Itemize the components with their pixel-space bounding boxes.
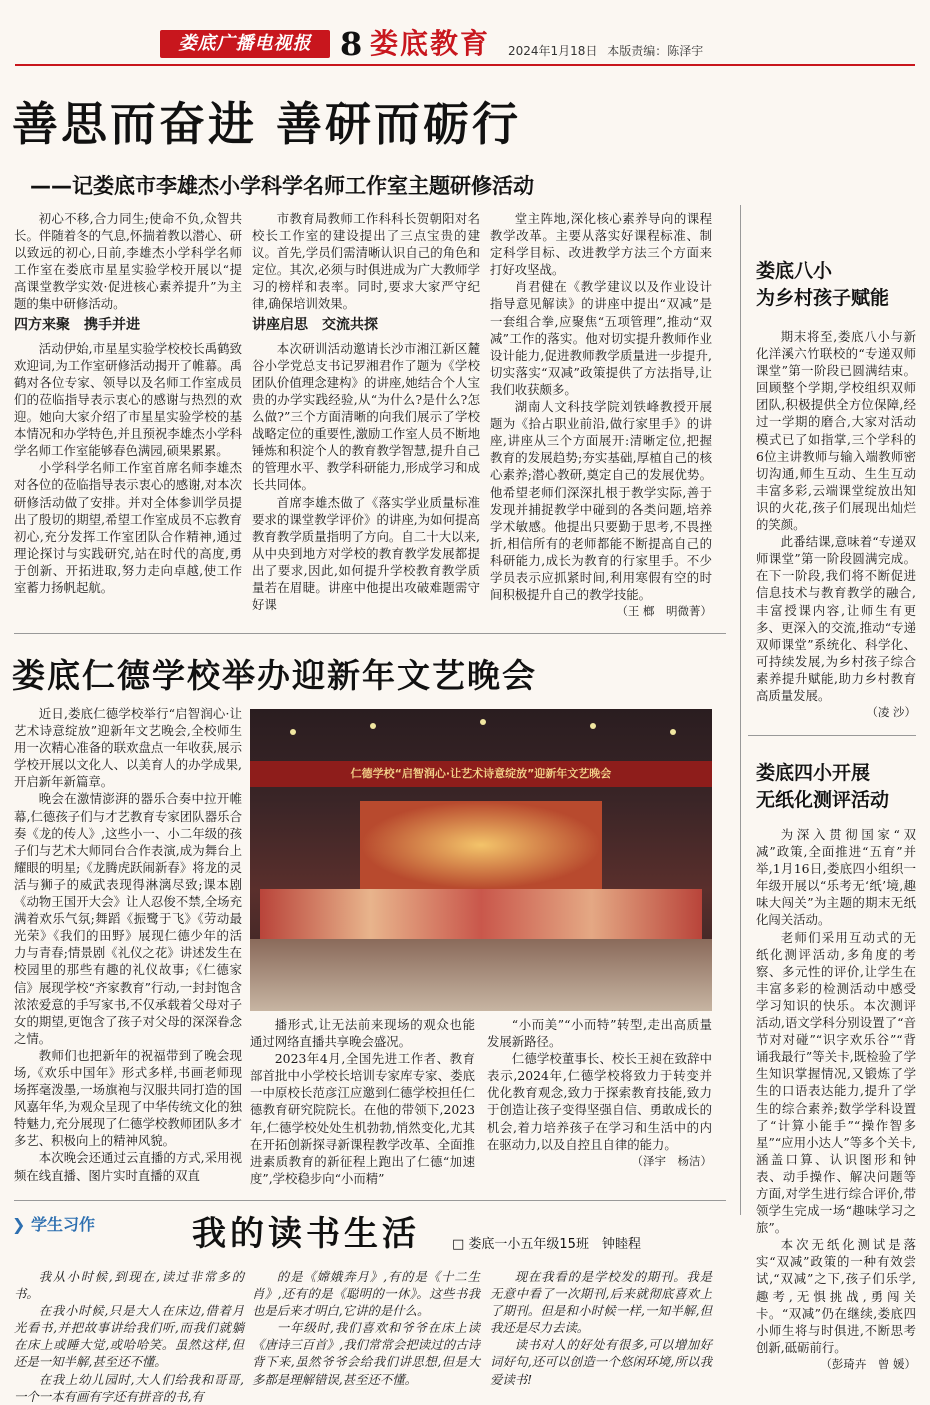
newspaper-logo: 娄底广播电视报 [160,30,330,58]
paragraph: 为深入贯彻国家“双减”政策,全面推进“五育”并举,1月16日,娄底四小组织一年级开展以“乐考无‘纸’境,趣味大闯关”为主题的期末无纸化闯关活动。 [756,827,916,928]
gala-stage-photo [250,709,712,1011]
section-title: 娄底教育 [370,27,491,60]
paragraph: 本次研训活动邀请长沙市湘江新区麓谷小学党总支书记罗湘君作了题为《学校团队价值理念建构》的讲座,她结合个人宝贵的办学实践经验,从“为什么?是什么?怎么做?”三个方面清晰的向我们展示了学校战略定位的重要性,激励工作室人员不断地锤炼和积淀个人的教育教学智慧,提升自己的管理水平、教学科研能力,形成学习和成长共同体。 [252,340,480,493]
paragraph: 2023年4月,全国先进工作者、教育部首批中小学校长培训专家库专家、娄底一中原校长范彦江应邀到仁德学校担任仁德教育研究院院长。在他的带领下,2023年,仁德学校处处生机勃勃,悄然变化,尤其在开拓创新探寻新课程教学改革、全面推进素质教育的新征程上跑出了仁德“加速度”,学校稳步向“小而精” [250,1051,475,1186]
paragraph: 本次晚会还通过云直播的方式,采用视频在线直播、图片实时直播的双直 [14,1150,242,1183]
sidebar-separator [748,735,916,736]
paragraph: 在我上幼儿园时,大人们给我和哥哥,一个一本有画有字还有拼音的书,有 [14,1371,244,1404]
article3-column-3 [490,1268,712,1388]
page-number: 8 [340,25,363,63]
paragraph: 首席李雄杰做了《落实学业质量标准要求的课堂教学评价》的讲座,为如何提高教育教学质量指明了方向。自二十大以来,从中央到地方对学校的教育教学发展都提出了要求,因此,如何提升学校教育教学质量若在眉睫。讲座中他提出攻破难题需守好课 [252,494,480,613]
article2-column-1 [14,705,242,1184]
sidebar2-headline [756,760,889,814]
article3-byline: □ 娄底一小五年级15班 钟睦程 [452,1237,641,1252]
photo-stage-floor [250,939,712,1011]
photo-stage-screen [360,801,602,889]
headline-line: 娄底八小 [756,260,833,282]
column-label [12,1212,95,1235]
stage-light [590,723,596,729]
paragraph: 此番结课,意味着“专递双师课堂”第一阶段圆满完成。在下一阶段,我们将不断促进信息技术与教育教学的融合,丰富授课内容,让师生有更多、更深入的交流,推动“专递双师课堂”系统化、科学化、可持续发展,为乡村孩子综合素养提升赋能,助力乡村教育高质量发展。 [756,534,916,703]
photo-performers [260,889,702,939]
paragraph: 初心不移,合力同生;使命不负,众智共长。伴随着冬的气息,怀揣着教以潜心、研以致远的初心,日前,李雄杰小学科学名师工作室在娄底市星星实验学校开展以“提高课堂教学实效·促进核心素养提升”为主题的集中研修活动。 [14,211,242,312]
sidebar2-byline: （彭琦卉 曾 媛） [820,1356,916,1371]
article3-column-1 [14,1268,244,1405]
paragraph: 近日,娄底仁德学校举行“启智润心·让艺术诗意绽放”迎新年文艺晚会,全校师生用一次精心准备的联欢盘点一年收获,展示学校开展以文化人、以美育人的办学成果,开启新年新篇章。 [14,706,242,790]
headline-line: 娄底四小开展 [756,762,871,784]
article2-column-3 [487,1016,712,1170]
paragraph: 堂主阵地,深化核心素养导向的课程教学改革。主要从落实好课程标准、制定科学目标、改进教学方法三个方面来打好攻坚战。 [490,211,712,278]
masthead-rule [15,64,915,66]
paragraph: 肖君健在《教学建议以及作业设计指导意见解读》的讲座中提出“双减”是一套组合拳,应聚焦“五项管理”,推动“双减”工作的落实。他对切实提升教师作业设计能力,促进教师教学质量进一步提升,切实落实“双减”政策提供了方法指导,让我们收获颇多。 [490,279,712,397]
chevron-right-icon: ❯ [12,1215,26,1234]
article-separator [14,1200,726,1201]
page-editor: 本版责编：陈泽宇 [607,44,704,58]
sidebar1-byline: （凌 沙） [866,705,916,720]
paragraph: 小学科学名师工作室首席名师李雄杰对各位的莅临指导表示衷心的感谢,对本次研修活动做了安排。并对全体参训学员提出了殷切的期望,希望工作室成员不忘教育初心,充分发挥工作室团队合作精神,通过理论探讨与实践研究,站在时代的高度,勇于创新、开拓进取,努力走向卓越,使工作室蓄力扬帆起航。 [14,460,242,595]
stage-light [670,729,676,735]
sidebar-divider [740,205,741,1215]
section-subhead: 四方来聚 携手并进 [14,316,140,333]
article-separator [14,633,726,634]
paragraph: 晚会在激情澎湃的器乐合奏中拉开帷幕,仁德孩子们与才艺教育专家团队器乐合奏《龙的传人》,这些小一、小二年级的孩子们与艺术大师同台合作表演,成为舞台上耀眼的明星;《龙腾虎跃闹新春》将龙的灵活与狮子的威武表现得淋漓尽致;课本剧《动物王国开大会》让人忍俊不禁,全场充满着欢乐气氛;舞蹈《振鹭于飞》《劳动最光荣》《我们的田野》展现仁德少年的活力与青春;情景剧《礼仪之花》讲述发生在校园里的那些有趣的礼仪故事;《仁德家信》展现学校“齐家教育”行动,一封封饱含浓浓爱意的手写家书,不仅承载着父母对子女的期望,更饱含了孩子对父母的深深眷念之情。 [14,791,242,1046]
section-subhead: 讲座启思 交流共探 [252,316,378,333]
article2-byline: （泽宇 杨洁） [631,1153,712,1168]
sidebar1-body [756,328,916,721]
stage-light [480,719,486,725]
article2-headline: 娄底仁德学校举办迎新年文艺晚会 [12,656,537,695]
paragraph: 老师们采用互动式的无纸化测评活动,多角度的考察、多元性的评价,让学生在丰富多彩的检测活动中感受学习知识的快乐。本次测评活动,语文学科分别设置了“音节对对碰”“识字欢乐谷”“背诵我最行”等关卡,既检验了学生知识掌握情况,又锻炼了学生的口语表达能力,提升了学生的综合素养;数学学科设置了“计算小能手”“操作智多星”“应用小达人”等多个关卡,涵盖口算、认识图形和钟表、动手操作、解决问题等方面,对学生进行综合评价,带领学生完成一场“趣味学习之旅”。 [756,929,916,1236]
article1-headline: 善思而奋进 善研而砺行 [12,97,522,151]
sidebar1-headline [756,258,889,312]
paragraph: 播形式,让无法前来现场的观众也能通过网络直播共享晚会盛况。 [250,1017,475,1050]
paragraph: 湖南人文科技学院刘铁峰教授开展题为《拾占职业前沿,做行家里手》的讲座,讲座从三个方面展开:清晰定位,把握教育的发展趋势;夯实基础,厚植自己的核心素养;潜心教研,奠定自己的发展优势。他希望老师们深深扎根于教学实际,善于发现并捕捉教学中碰到的各类问题,培养学术敏感。他提出只要勤于思考,不畏挫折,相信所有的老师都能不断提高自己的科研能力,成长为教育的行家里手。不少学员表示应抓紧时间,利用寒假有空的时间积极提升自己的教学技能。 [490,399,712,603]
paragraph: 我从小时候,到现在,读过非常多的书。 [14,1269,244,1302]
paragraph: 仁德学校董事长、校长王昶在致辞中表示,2024年,仁德学校将致力于转变并优化教育观念,致力于探索教育技能,致力于创造让孩子变得坚强自信、勇敢成长的机会,着力培养孩子在学习和生活中的内在驱动力,以及自控且自律的能力。 [487,1051,712,1152]
paragraph: 读书对人的好处有很多,可以增加好词好句,还可以创造一个悠闲环境,所以我爱读书! [490,1337,712,1387]
article3-headline: 我的读书生活 [192,1214,420,1254]
paragraph: 期末将至,娄底八小与新化洋溪六竹联校的“专递双师课堂”第一阶段已圆满结束。回顾整个学期,学校组织双师团队,积极提供全方位保障,经过一学期的磨合,大家对活动模式已了如指掌,三个学科的6位主讲教师与输入端教师密切沟通,师生互动、生生互动丰富多彩,云端课堂绽放出知识的火花,孩子们展现出灿烂的笑颜。 [756,329,916,533]
paragraph: 教师们也把新年的祝福带到了晚会现场,《欢乐中国年》形式多样,书画老师现场挥毫泼墨,一场旗袍与汉服共同打造的国风嘉年华,为观众呈现了中华传统文化的独特魅力,充分展现了仁德学校教师团队多才多艺、积极向上的精神风貌。 [14,1047,242,1149]
paragraph: 本次无纸化测试是落实“双减”政策的一种有效尝试,“双减”之下,孩子们乐学,趣考,无惧挑战,勇闯关卡。“双减”仍在继续,娄底四小师生将与时俱进,不断思考创新,砥砺前行。 [756,1237,916,1355]
paragraph: 在我小时候,只是大人在床边,借着月光看书,并把故事讲给我们听,而我们就躺在床上或睡大觉,或哈哈笑。虽然这样,但还是一知半解,甚至还不懂。 [14,1303,244,1370]
dateline [508,42,703,59]
headline-line: 为乡村孩子赋能 [756,287,890,309]
sidebar2-body [756,826,916,1373]
paragraph: “小而美”“小而特”转型,走出高质量发展新路径。 [487,1017,712,1050]
article1-subheadline: ——记娄底市李雄杰小学科学名师工作室主题研修活动 [30,174,534,198]
stage-light [370,723,376,729]
paragraph: 活动伊始,市星星实验学校校长禹鹤致欢迎词,为工作室研修活动揭开了帷幕。禹鹤对各位专家、领导以及名师工作室成员们的莅临指导表示衷心的感谢与热烈的欢迎。她向大家介绍了市星星实验学校的基本情况和办学特色,并且预祝李雄杰小学科学名师工作室能够春色满园,硕果累累。 [14,340,242,459]
photo-stage-banner: 仁德学校“启智润心·让艺术诗意绽放”迎新年文艺晚会 [250,761,712,787]
article1-byline: （王 榔 明微菁） [616,604,712,619]
paragraph: 的是《嫦娥奔月》,有的是《十二生肖》,还有的是《聪明的一休》。这些书我也是后来才明白,它讲的是什么。 [252,1269,480,1319]
issue-date: 2024年1月18日 [508,44,598,58]
article1-column-1 [14,210,242,596]
paragraph: 市教育局教师工作科科长贺朝阳对名校长工作室的建设提出了三点宝贵的建议。首先,学员们需清晰认识自己的角色和定位。其次,必须与时俱进成为广大教师学习的榜样和表率。同时,要求大家严守纪律,确保培训效果。 [252,211,480,312]
paragraph: 一年级时,我们喜欢和爷爷在床上读《唐诗三百首》,我们常常会把读过的古诗背下来,虽然爷爷会给我们讲思想,但是大多都是理解错误,甚至还不懂。 [252,1320,480,1387]
column-label-text: 学生习作 [30,1215,95,1234]
article3-column-2 [252,1268,480,1388]
stage-light [290,729,296,735]
article2-column-2 [250,1016,475,1187]
paragraph: 现在我看的是学校发的期刊。我是无意中看了一次期刊,后来就彻底喜欢上了期刊。但是和小时候一样,一知半解,但我还是尽力去读。 [490,1269,712,1336]
article1-column-2 [252,210,480,613]
article1-column-3 [490,210,712,620]
headline-line: 无纸化测评活动 [756,789,890,811]
